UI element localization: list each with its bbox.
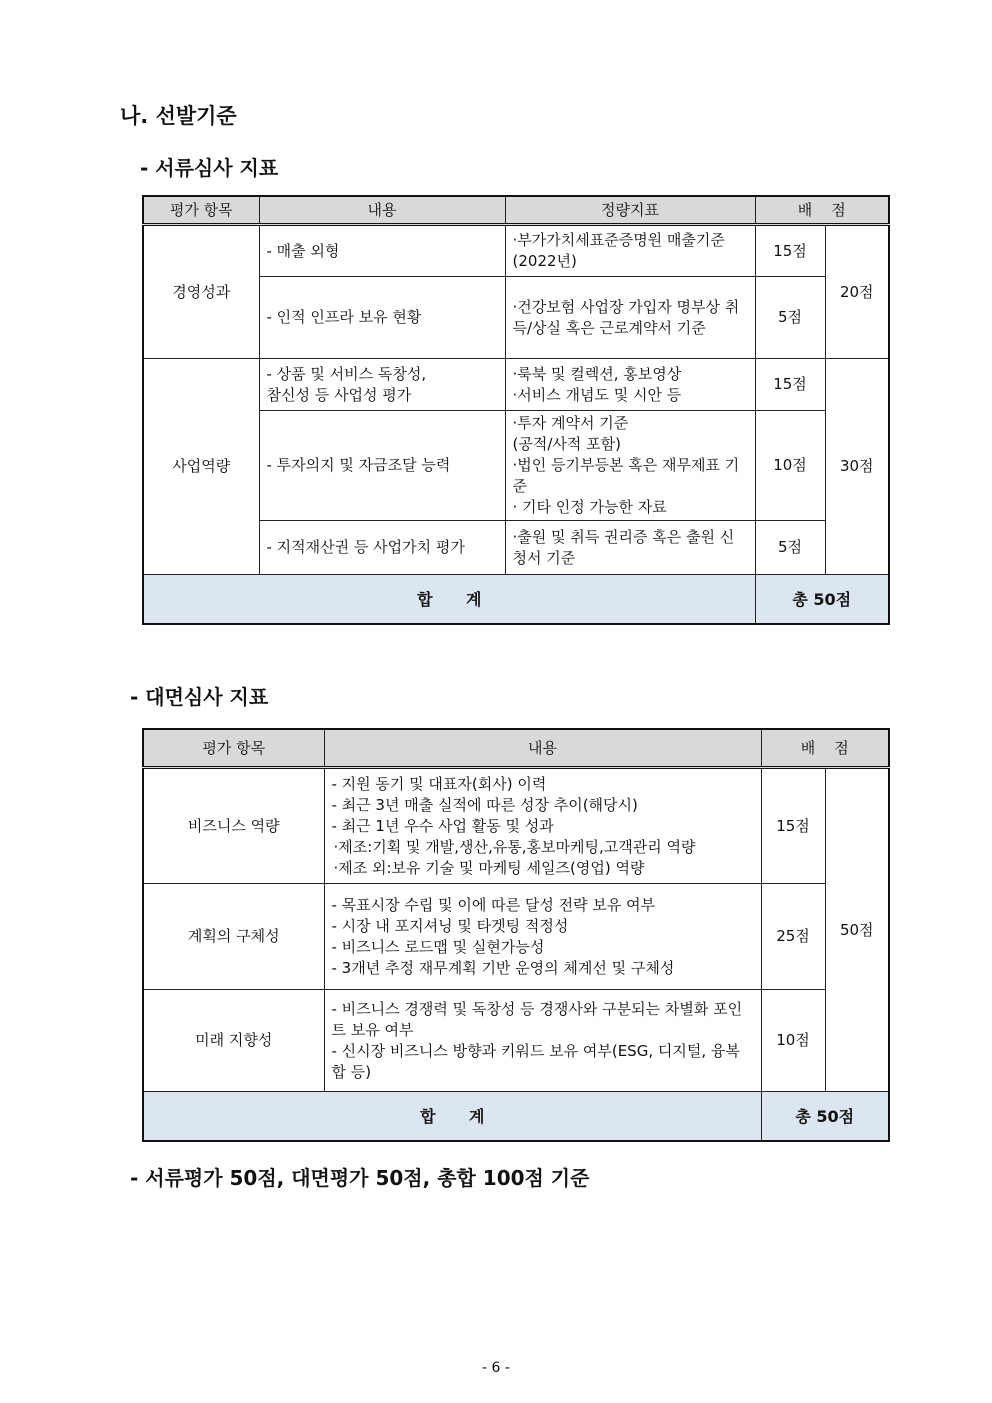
total-row <box>143 1092 889 1142</box>
category-cell: 경영성과 <box>143 225 259 359</box>
total-value: 총 50점 <box>755 575 889 625</box>
total-row <box>143 575 889 625</box>
table-row <box>143 990 889 1092</box>
content-cell: - 지원 동기 및 대표자(회사) 이력 - 최근 3년 매출 실적에 따른 성장 추이(해당시) - 최근 1년 우수 사업 활동 및 성과 ·제조:기획 및 개발,생산,유통,홍보마케팅,고객관리 역량 ·제조 외:보유 기술 및 마케팅 세일즈(영업) 역량 <box>324 768 761 884</box>
interview-table <box>142 728 890 1142</box>
content-cell: - 인적 인프라 보유 현황 <box>259 277 505 359</box>
content-cell: - 목표시장 수립 및 이에 따른 달성 전략 보유 여부 - 시장 내 포지셔닝 및 타겟팅 적정성 - 비즈니스 로드맵 및 실현가능성 - 3개년 추정 재무계획 기반 운영의 체계선 및 구체성 <box>324 884 761 990</box>
content-cell: - 지적재산권 등 사업가치 평가 <box>259 521 505 575</box>
table-header-row <box>143 729 889 768</box>
section-title: 나. 선발기준 <box>120 104 237 128</box>
total-value: 총 50점 <box>761 1092 889 1142</box>
header-category: 평가 항목 <box>143 196 259 225</box>
header-category: 평가 항목 <box>143 729 324 768</box>
subtotal-cell: 50점 <box>825 768 889 1092</box>
points-cell: 10점 <box>761 990 825 1092</box>
content-cell: - 상품 및 서비스 독창성, 참신성 등 사업성 평가 <box>259 359 505 411</box>
indicator-cell: ·부가가치세표준증명원 매출기준 (2022년) <box>505 225 755 277</box>
indicator-cell: ·건강보험 사업장 가입자 명부상 취득/상실 혹은 근로계약서 기준 <box>505 277 755 359</box>
page-number: - 6 - <box>482 1360 510 1376</box>
header-indicator: 정량지표 <box>505 196 755 225</box>
points-cell: 5점 <box>755 277 825 359</box>
category-cell: 비즈니스 역량 <box>143 768 324 884</box>
points-cell: 25점 <box>761 884 825 990</box>
points-cell: 15점 <box>755 225 825 277</box>
content-cell: - 매출 외형 <box>259 225 505 277</box>
header-content: 내용 <box>259 196 505 225</box>
subtotal-cell: 20점 <box>825 225 889 359</box>
table-header-row <box>143 196 889 225</box>
indicator-cell: ·투자 계약서 기준 (공적/사적 포함) ·법인 등기부등본 혹은 재무제표 기준 · 기타 인정 가능한 자료 <box>505 411 755 521</box>
table-row <box>143 768 889 884</box>
indicator-cell: ·룩북 및 컬렉션, 홍보영상 ·서비스 개념도 및 시안 등 <box>505 359 755 411</box>
total-label: 합 계 <box>143 575 755 625</box>
table-row <box>143 225 889 277</box>
category-cell: 미래 지향성 <box>143 990 324 1092</box>
category-cell: 사업역량 <box>143 359 259 575</box>
table-row <box>143 884 889 990</box>
header-points: 배 점 <box>761 729 889 768</box>
doc-review-table <box>142 195 890 625</box>
header-points: 배 점 <box>755 196 889 225</box>
points-cell: 10점 <box>755 411 825 521</box>
points-cell: 15점 <box>761 768 825 884</box>
points-cell: 5점 <box>755 521 825 575</box>
indicator-cell: ·출원 및 취득 권리증 혹은 출원 신청서 기준 <box>505 521 755 575</box>
points-cell: 15점 <box>755 359 825 411</box>
table-row <box>143 359 889 411</box>
category-cell: 계획의 구체성 <box>143 884 324 990</box>
total-label: 합 계 <box>143 1092 761 1142</box>
content-cell: - 비즈니스 경쟁력 및 독창성 등 경쟁사와 구분되는 차별화 포인트 보유 여부 - 신시장 비즈니스 방향과 키워드 보유 여부(ESG, 디지털, 융복합 등) <box>324 990 761 1092</box>
summary-note: - 서류평가 50점, 대면평가 50점, 총합 100점 기준 <box>130 1166 590 1190</box>
subtotal-cell: 30점 <box>825 359 889 575</box>
content-cell: - 투자의지 및 자금조달 능력 <box>259 411 505 521</box>
interview-heading: - 대면심사 지표 <box>130 685 269 709</box>
doc-review-heading: - 서류심사 지표 <box>140 156 279 180</box>
header-content: 내용 <box>324 729 761 768</box>
